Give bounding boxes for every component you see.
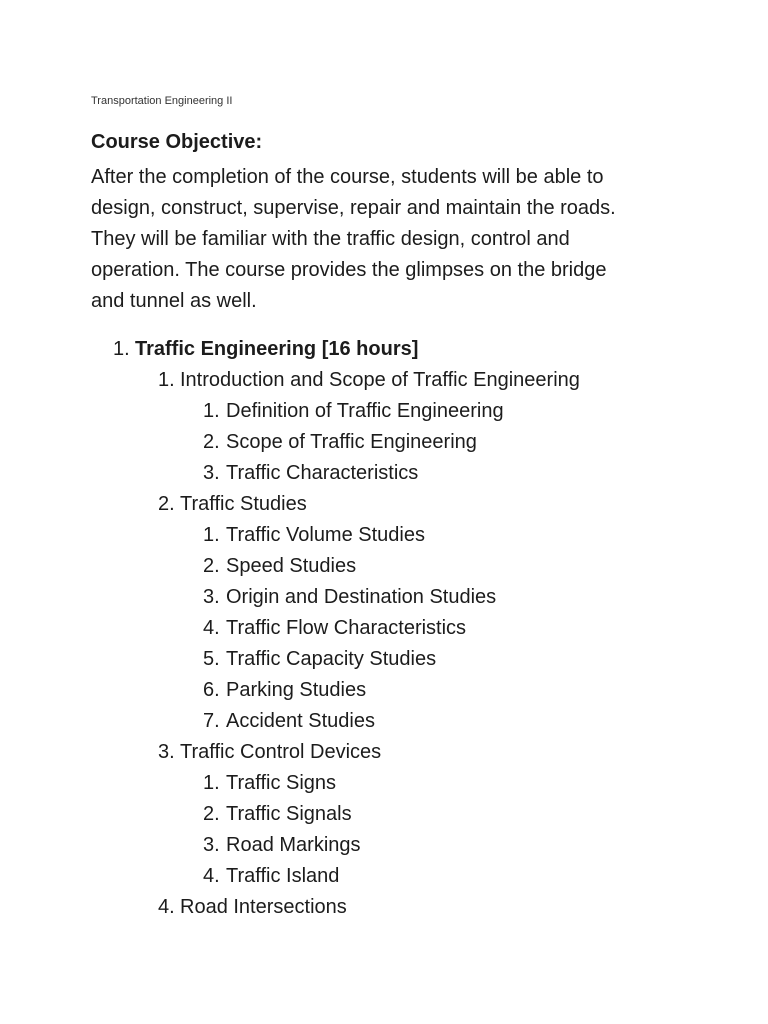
objective-line: and tunnel as well. [91,290,257,312]
outline-subtopic [0,458,768,489]
objective-line: They will be familiar with the traffic design, control and [91,228,570,250]
outline-text: Traffic Studies [180,493,307,515]
outline-number: 2. [158,493,175,515]
outline-subtopic [0,551,768,582]
objective-line: design, construct, supervise, repair and maintain the roads. [91,197,616,219]
outline-text: Origin and Destination Studies [226,586,497,608]
outline-number: 6. [203,679,220,701]
outline-number: 1. [203,772,220,794]
outline-text: Traffic Engineering [16 hours] [135,338,419,360]
outline-text: Traffic Flow Characteristics [226,617,467,639]
outline-topic [0,892,768,923]
course-objective-heading: Course Objective: [91,131,263,153]
outline-number: 1. [158,369,175,391]
outline-number: 3. [203,462,220,484]
outline-text: Traffic Control Devices [180,741,382,763]
outline-subtopic [0,706,768,737]
course-objective-paragraph [91,162,731,317]
outline-text: Traffic Characteristics [226,462,419,484]
outline-number: 2. [203,803,220,825]
outline-text: Accident Studies [226,710,375,732]
outline-topic [0,365,768,396]
outline-unit [0,334,768,365]
outline-text: Definition of Traffic Engineering [226,400,504,422]
outline-number: 1. [203,400,220,422]
outline-subtopic [0,675,768,706]
objective-line: After the completion of the course, students will be able to [91,166,604,188]
outline-subtopic [0,582,768,613]
outline-text: Road Intersections [180,896,347,918]
outline-number: 3. [158,741,175,763]
outline-text: Introduction and Scope of Traffic Engineering [180,369,580,391]
outline-text: Parking Studies [226,679,367,701]
outline-subtopic [0,520,768,551]
outline-text: Road Markings [226,834,361,856]
outline-topic [0,489,768,520]
outline-subtopic [0,613,768,644]
course-outline [0,334,768,923]
outline-subtopic [0,830,768,861]
outline-text: Speed Studies [226,555,357,577]
outline-number: 4. [158,896,175,918]
outline-text: Scope of Traffic Engineering [226,431,477,453]
outline-text: Traffic Volume Studies [226,524,425,546]
outline-subtopic [0,644,768,675]
outline-number: 3. [203,586,220,608]
outline-number: 1. [113,338,130,360]
outline-subtopic [0,396,768,427]
outline-number: 4. [203,617,220,639]
outline-number: 4. [203,865,220,887]
outline-subtopic [0,861,768,892]
outline-subtopic [0,799,768,830]
outline-number: 3. [203,834,220,856]
outline-number: 7. [203,710,220,732]
outline-number: 2. [203,555,220,577]
running-title: Transportation Engineering II [91,95,233,107]
outline-text: Traffic Signs [226,772,337,794]
outline-topic [0,737,768,768]
outline-text: Traffic Island [226,865,340,887]
outline-number: 1. [203,524,220,546]
outline-text: Traffic Signals [226,803,352,825]
objective-line: operation. The course provides the glimpses on the bridge [91,259,607,281]
outline-subtopic [0,427,768,458]
outline-number: 5. [203,648,220,670]
outline-text: Traffic Capacity Studies [226,648,437,670]
outline-number: 2. [203,431,220,453]
outline-subtopic [0,768,768,799]
